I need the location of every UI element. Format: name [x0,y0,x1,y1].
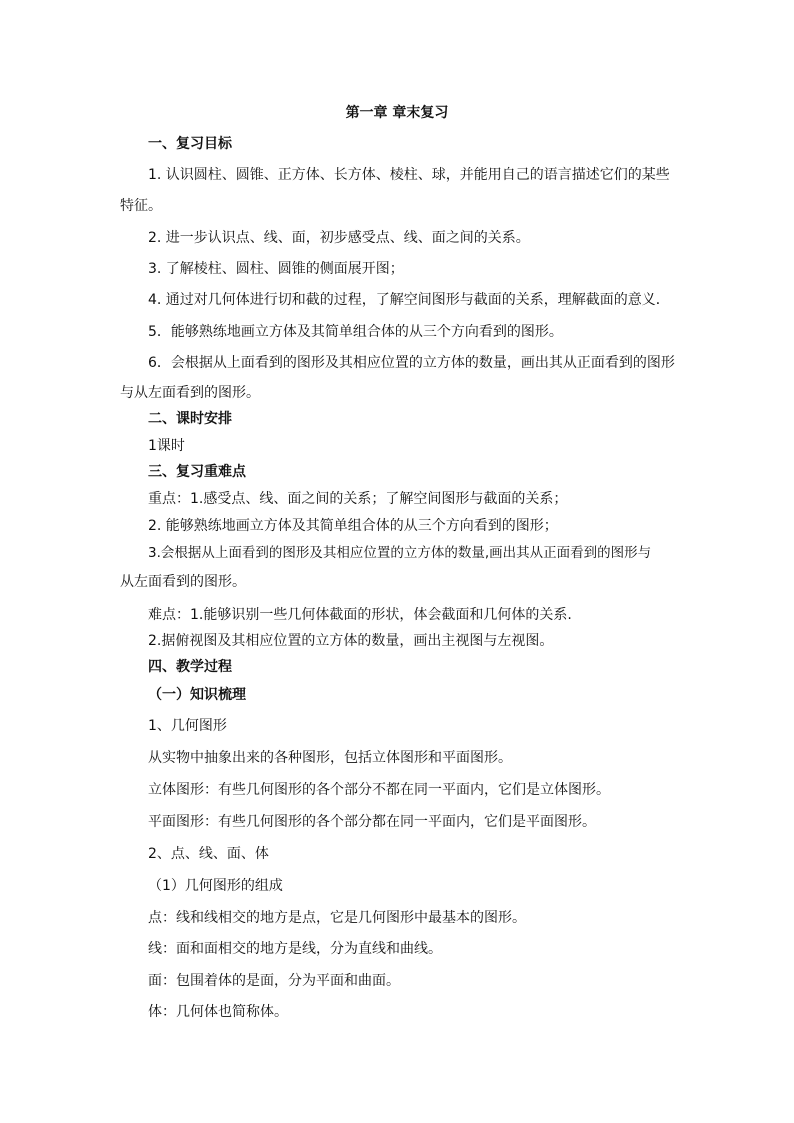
paragraph-line: 2. 进一步认识点、线、面，初步感受点、线、面之间的关系。 [148,230,530,246]
paragraph-line: 立体图形：有些几何图形的各个部分不都在同一平面内，它们是立体图形。 [148,782,610,798]
paragraph-line: 重点：1.感受点、线、面之间的关系；了解空间图形与截面的关系； [148,491,568,507]
paragraph-line: 2、点、线、面、体 [148,846,269,862]
paragraph-line: 线：面和面相交的地方是线，分为直线和曲线。 [148,941,442,957]
paragraph-line: 从实物中抽象出来的各种图形，包括立体图形和平面图形。 [148,750,512,766]
paragraph-line: 平面图形：有些几何图形的各个部分都在同一平面内，它们是平面图形。 [148,814,596,830]
paragraph-line: 面：包围着体的是面，分为平面和曲面。 [148,973,400,989]
paragraph-line: 2.据俯视图及其相应位置的立方体的数量，画出主视图与左视图。 [148,633,554,649]
paragraph-line: 6．会根据从上面看到的图形及其相应位置的立方体的数量，画出其从正面看到的图形 [148,355,675,371]
section-heading: 一、复习目标 [148,136,232,152]
section-heading: 三、复习重难点 [148,464,246,480]
paragraph-line: 1、几何图形 [148,718,227,734]
paragraph-line: 3.会根据从上面看到的图形及其相应位置的立方体的数量,画出其从正面看到的图形与 [148,545,652,561]
paragraph-line: 1. 认识圆柱、圆锥、正方体、长方体、棱柱、球，并能用自己的语言描述它们的某些 [148,167,670,183]
paragraph-line: （1）几何图形的组成 [148,878,283,894]
paragraph-line: 3. 了解棱柱、圆柱、圆锥的侧面展开图； [148,261,404,277]
section-heading: 二、课时安排 [148,411,232,427]
subsection-heading: （一）知识梳理 [148,687,246,703]
paragraph-line: 难点：1.能够识别一些几何体截面的形状，体会截面和几何体的关系. [148,607,572,623]
paragraph-line: 5．能够熟练地画立方体及其简单组合体的从三个方向看到的图形。 [148,324,563,340]
paragraph-line: 体：几何体也简称体。 [148,1004,288,1020]
page-title: 第一章 章末复习 [345,105,449,121]
paragraph-line: 1课时 [148,438,185,454]
paragraph-line: 4. 通过对几何体进行切和截的过程，了解空间图形与截面的关系，理解截面的意义． [148,292,670,308]
paragraph-line: 点：线和线相交的地方是点，它是几何图形中最基本的图形。 [148,910,526,926]
paragraph-line: 从左面看到的图形。 [120,574,246,590]
paragraph-line: 特征。 [120,198,162,214]
section-heading: 四、教学过程 [148,659,232,675]
paragraph-line: 与从左面看到的图形。 [120,385,260,401]
paragraph-line: 2. 能够熟练地画立方体及其简单组合体的从三个方向看到的图形； [148,518,558,534]
